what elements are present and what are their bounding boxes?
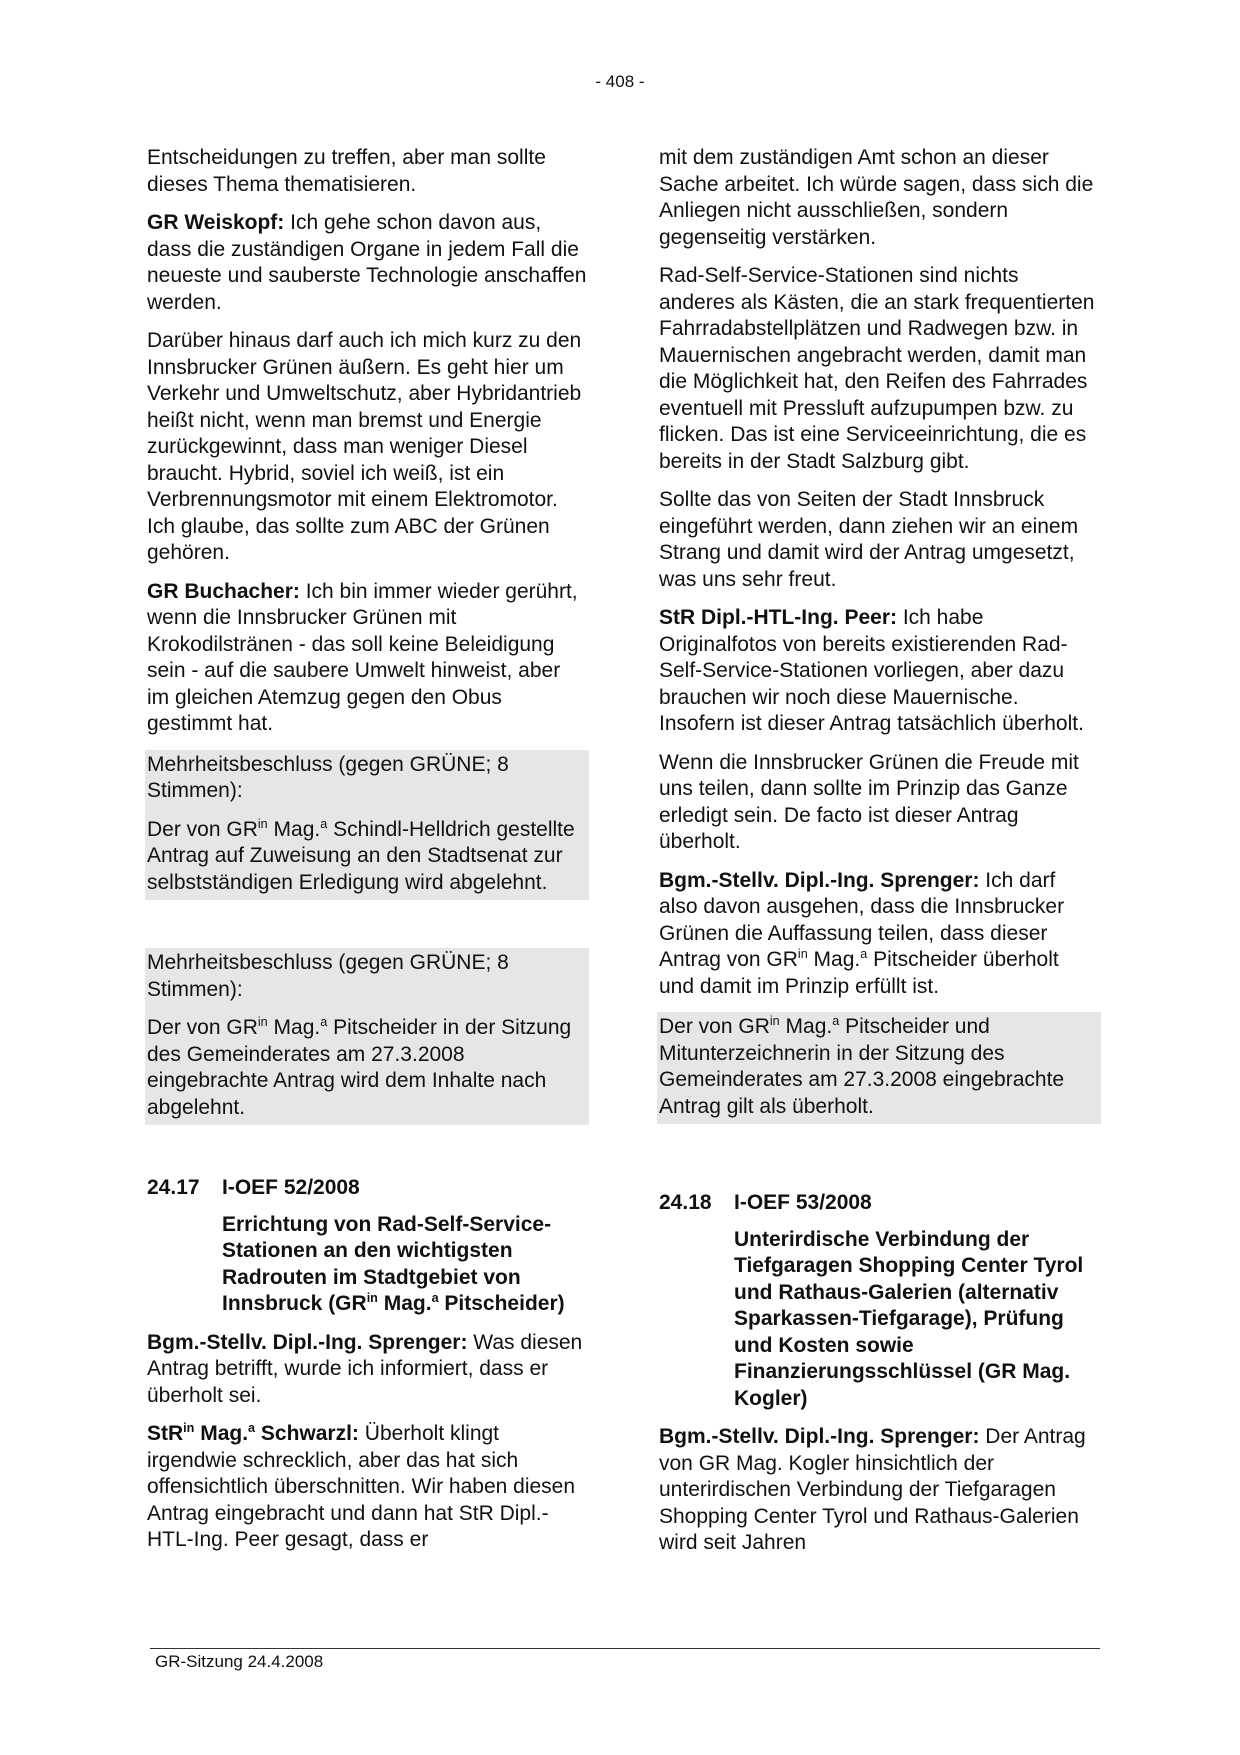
paragraph: Bgm.-Stellv. Dipl.-Ing. Sprenger: Der Antrag von GR Mag. Kogler hinsichtlich der unterirdischen Verbindung der Tiefgaragen Shopping Center Tyrol und Rathaus-Galerien wird seit Jahren [659, 1425, 1086, 1554]
agenda-item-24-18 [659, 1190, 1099, 1412]
resolution-text: Der von $GR^{in}$ Mag.$^a$ Schindl-Helldrich gestellte Antrag auf Zuweisung an den Stadtsenat zur selbstständigen Erledigung wird abgelehnt. [147, 816, 575, 894]
speaker-name: StR$^{in}$ Mag.$^a$ Schwarzl: [147, 1421, 359, 1445]
paragraph: Rad-Self-Service-Stationen sind nichts anderes als Kästen, die an stark frequentierten Fahrradabstellplätzen und Radwegen bzw. in Mauernischen angebracht werden, damit man die Möglichkeit hat, den Reifen des Fahrrades eventuell mit Pressluft aufzupumpen bzw. zu flicken. Das ist eine Serviceeinrichtung, die es bereits in der Stadt Salzburg gibt. [659, 264, 1095, 473]
paragraph: Darüber hinaus darf auch ich mich kurz zu den Innsbrucker Grünen äußern. Es geht hier um Verkehr und Umweltschutz, aber Hybridantrieb heißt nicht, wenn man bremst und Energie zurückgewinnt, dass man weniger Diesel braucht. Hybrid, soviel ich weiß, ist ein Verbrennungsmotor mit einem Elektromotor. Ich glaube, das sollte zum ABC der Grünen gehören. [147, 329, 582, 564]
footer-divider [150, 1648, 1100, 1649]
speaker-name: StR Dipl.-HTL-Ing. Peer: [659, 606, 897, 629]
resolution-box [657, 1012, 1101, 1124]
resolution-heading: Mehrheitsbeschluss (gegen GRÜNE; 8 Stimmen): [147, 951, 509, 1001]
resolution-heading: Mehrheitsbeschluss (gegen GRÜNE; 8 Stimmen): [147, 752, 509, 802]
paragraph: GR Weiskopf: Ich gehe schon davon aus, dass die zuständigen Organe in jedem Fall die neueste und sauberste Technologie anschaffen werden. [147, 211, 587, 314]
right-column [659, 145, 1099, 1569]
resolution-text: Der von $GR^{in}$ Mag.$^a$ Pitscheider in der Sitzung des Gemeinderates am 27.3.2008 eingebrachte Antrag wird dem Inhalte nach abgelehnt. [147, 1015, 572, 1119]
page-number: - 408 - [595, 72, 645, 91]
footer-text: GR-Sitzung 24.4.2008 [155, 1652, 324, 1671]
paragraph: Sollte das von Seiten der Stadt Innsbruck eingeführt werden, dann ziehen wir an einem Strang und damit wird der Antrag umgesetzt, was uns sehr freut. [659, 488, 1079, 591]
paragraph: Entscheidungen zu treffen, aber man sollte dieses Thema thematisieren. [147, 146, 546, 196]
paragraph: StR Dipl.-HTL-Ing. Peer: Ich habe Originalfotos von bereits existierenden Rad-Self-Service-Stationen vorliegen, aber dazu brauchen wir noch diese Mauernische. Insofern ist dieser Antrag tatsächlich überholt. [659, 606, 1084, 735]
paragraph: Bgm.-Stellv. Dipl.-Ing. Sprenger: Ich darf also davon ausgehen, dass die Innsbrucker Grünen die Auffassung teilen, dass dieser Antrag von $GR^{in}$ Mag.$^a$ Pitscheider überholt und damit im Prinzip erfüllt ist. [659, 868, 1065, 998]
agenda-heading: 24.17 I-OEF 52/2008 [147, 1176, 360, 1199]
resolution-box [145, 750, 589, 901]
speaker-name: Bgm.-Stellv. Dipl.-Ing. Sprenger: [659, 1425, 980, 1448]
agenda-item-24-17 [147, 1175, 587, 1318]
agenda-heading: 24.18 I-OEF 53/2008 [659, 1191, 872, 1214]
resolution-box [145, 948, 589, 1125]
paragraph: mit dem zuständigen Amt schon an dieser Sache arbeitet. Ich würde sagen, dass sich die Anliegen nicht ausschließen, sondern gegenseitig verstärken. [659, 146, 1094, 249]
speaker-name: Bgm.-Stellv. Dipl.-Ing. Sprenger: [147, 1330, 468, 1354]
speaker-name: GR Buchacher: [147, 579, 300, 603]
paragraph: Bgm.-Stellv. Dipl.-Ing. Sprenger: Was diesen Antrag betrifft, wurde ich informiert, dass er überholt sei. [147, 1330, 583, 1407]
agenda-title: Errichtung von Rad-Self-Service-Stationen an den wichtigsten Radrouten im Stadtgebiet von Innsbruck ($GR^{in}$ Mag.$^a$ Pitscheider) [222, 1212, 565, 1315]
resolution-text: Der von $GR^{in}$ Mag.$^a$ Pitscheider und Mitunterzeichnerin in der Sitzung des Gemeinderates am 27.3.2008 eingebrachte Antrag gilt als überholt. [659, 1014, 1065, 1118]
paragraph: Wenn die Innsbrucker Grünen die Freude mit uns teilen, dann sollte im Prinzip das Ganze erledigt sein. De facto ist dieser Antrag überholt. [659, 750, 1079, 853]
left-column [147, 145, 587, 1566]
paragraph: StR$^{in}$ Mag.$^a$ Schwarzl: Überholt klingt irgendwie schrecklich, aber das hat sich offensichtlich überschnitten. Wir haben diesen Antrag eingebracht und dann hat StR Dipl.-HTL-Ing. Peer gesagt, dass er [147, 1421, 576, 1551]
speaker-name: Bgm.-Stellv. Dipl.-Ing. Sprenger: [659, 868, 980, 892]
speaker-name: GR Weiskopf: [147, 211, 285, 234]
agenda-title: Unterirdische Verbindung der Tiefgaragen Shopping Center Tyrol und Rathaus-Galerien (alternativ Sparkassen-Tiefgarage), Prüfung und Kosten sowie Finanzierungsschlüssel (GR Mag. Kogler) [734, 1227, 1084, 1410]
paragraph: GR Buchacher: Ich bin immer wieder gerührt, wenn die Innsbrucker Grünen mit Krokodilstränen - das soll keine Beleidigung sein - auf die saubere Umwelt hinweist, aber im gleichen Atemzug gegen den Obus gestimmt hat. [147, 579, 578, 735]
